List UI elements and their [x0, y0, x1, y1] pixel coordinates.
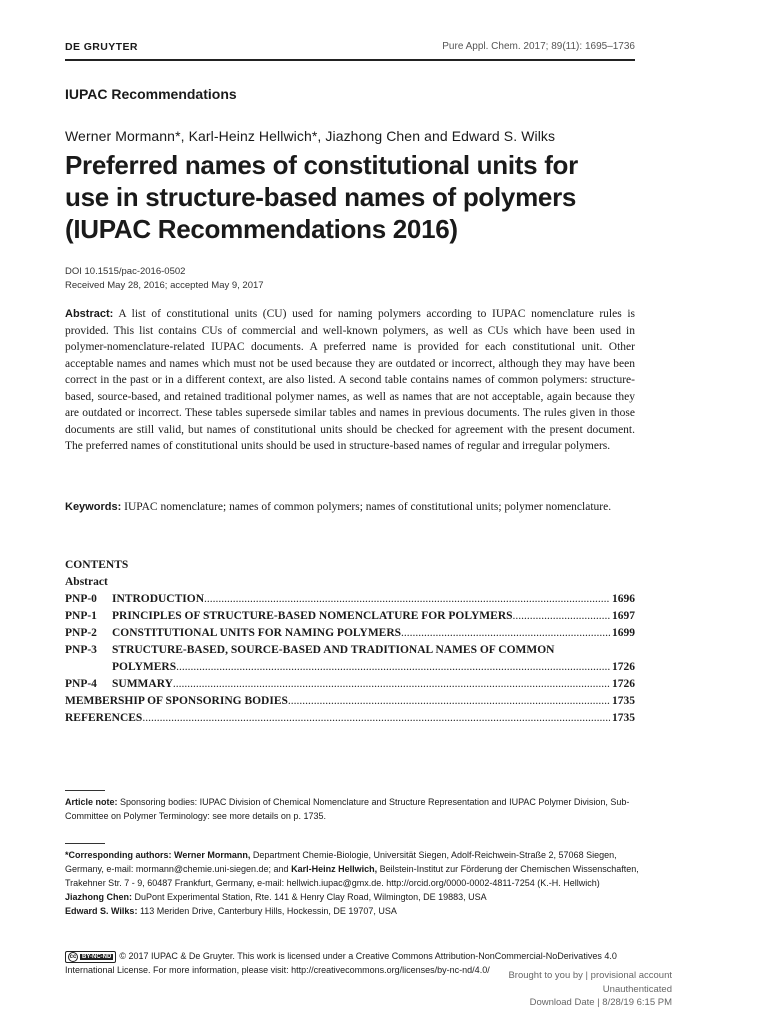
publisher-name: DE GRUYTER	[65, 41, 138, 53]
toc-text: CONSTITUTIONAL UNITS FOR NAMING POLYMERS	[112, 627, 402, 639]
author3-affiliation: DuPont Experimental Station, Rte. 141 & Henry Clay Road, Wilmington, DE 19883, USA	[134, 892, 487, 902]
toc-leader	[176, 659, 610, 676]
abstract-text: A list of constitutional units (CU) used for naming polymers according to IUPAC nomenclature rules is provided. This list contains CUs of commercial and well-known polymers, as well as CUs which have been used in polymer-nomenclature-related IUPAC documents. A preferred name is provided for each constitutional unit. Other acceptable names and names which must not be used because they are outdated or incorrect, although they may have been correct in the past or in a different context, are also listed. A second table contains names of common polymers: structure-based, source-based, and retained traditional polymer names, as well as names that are not acceptable, again because they are outdated or incorrect. These tables supersede similar tables and names in previous documents. The rules given in those documents are still valid, but names of constitutional units should be checked for agreement with the present document. The preferred names of constitutional units should be used in structure-based names of regular and irregular polymers.	[65, 308, 635, 452]
corresponding-label: *Corresponding authors:	[65, 850, 172, 860]
toc-leader	[204, 591, 610, 608]
abstract-label: Abstract:	[65, 308, 114, 320]
toc-entry-pnp2[interactable]	[65, 625, 635, 642]
toc-entry-pnp1[interactable]	[65, 608, 635, 625]
toc-entry-pnp4[interactable]	[65, 676, 635, 693]
toc-page: 1697	[612, 610, 635, 622]
toc-code: PNP-4	[65, 678, 97, 690]
toc-code: PNP-3	[65, 644, 97, 656]
author-list: Werner Mormann*, Karl-Heinz Hellwich*, Jiazhong Chen and Edward S. Wilks	[65, 128, 556, 144]
cc-license-badge[interactable]	[65, 951, 116, 963]
author2-name: Karl-Heinz Hellwich,	[291, 864, 378, 874]
article-note-label: Article note:	[65, 797, 118, 807]
toc-page: 1735	[612, 712, 635, 724]
author3-name: Jiazhong Chen:	[65, 892, 132, 902]
article-note	[65, 795, 635, 823]
toc-text: MEMBERSHIP OF SPONSORING BODIES	[65, 695, 288, 707]
toc-code: PNP-0	[65, 593, 97, 605]
doi[interactable]: DOI 10.1515/pac-2016-0502	[65, 266, 186, 277]
footnote-rule	[65, 843, 105, 844]
corresponding-authors	[65, 848, 645, 918]
toc-code: PNP-1	[65, 610, 97, 622]
toc-page: 1696	[612, 593, 635, 605]
author4-affiliation: 113 Meriden Drive, Canterbury Hills, Hockessin, DE 19707, USA	[139, 906, 397, 916]
author4-name: Edward S. Wilks:	[65, 906, 138, 916]
header-rule	[65, 59, 635, 61]
section-label: IUPAC Recommendations	[65, 86, 237, 102]
received-dates: Received May 28, 2016; accepted May 9, 2017	[65, 280, 264, 291]
author1-affiliation: Department Chemie-Biologie, Universität Siegen, Adolf-Reichwein-Straße 2, 57068 Siegen, Germany, e-mail: mormann@chemie.uni-siegen.de; and	[65, 850, 617, 874]
title-line-1: Preferred names of constitutional units for	[65, 150, 578, 180]
toc-page: 1726	[612, 678, 635, 690]
toc-leader	[288, 693, 610, 710]
table-of-contents	[65, 557, 635, 727]
download-watermark	[508, 969, 672, 1010]
abstract	[65, 306, 635, 455]
contents-abstract[interactable]: Abstract	[65, 576, 108, 588]
author1-name: Werner Mormann,	[174, 850, 251, 860]
toc-page: 1699	[612, 627, 635, 639]
watermark-line-3: Download Date | 8/28/19 6:15 PM	[529, 997, 672, 1008]
toc-leader	[173, 676, 610, 693]
toc-text: SUMMARY	[112, 678, 173, 690]
title-line-3: (IUPAC Recommendations 2016)	[65, 214, 458, 244]
toc-text: PRINCIPLES OF STRUCTURE-BASED NOMENCLATURE FOR POLYMERS	[112, 610, 513, 622]
contents-title: CONTENTS	[65, 559, 129, 571]
toc-entry-pnp3-cont[interactable]	[65, 659, 635, 676]
toc-text: STRUCTURE-BASED, SOURCE-BASED AND TRADITIONAL NAMES OF COMMON	[112, 644, 555, 656]
article-meta	[65, 265, 264, 293]
toc-leader	[142, 710, 610, 727]
toc-text: REFERENCES	[65, 712, 143, 724]
footnote-rule	[65, 790, 105, 791]
keywords	[65, 499, 635, 516]
watermark-line-2: Unauthenticated	[602, 983, 672, 995]
article-note-text: Sponsoring bodies: IUPAC Division of Chemical Nomenclature and Structure Representation and IUPAC Polymer Division, Sub-Committee on Polymer Terminology: see more details on p. 1735.	[65, 797, 630, 821]
toc-leader	[401, 625, 610, 642]
paper-title	[65, 149, 665, 245]
keywords-label: Keywords:	[65, 501, 122, 513]
title-line-2: use in structure-based names of polymers	[65, 182, 577, 212]
toc-text: POLYMERS	[112, 661, 177, 673]
toc-entry-membership[interactable]	[65, 693, 635, 710]
toc-page: 1726	[612, 661, 635, 673]
toc-entry-pnp3[interactable]	[65, 642, 635, 659]
cc-badge-label: BY-NC-ND	[82, 953, 112, 960]
license-text: © 2017 IUPAC & De Gruyter. This work is licensed under a Creative Commons Attribution-NonCommercial-NoDerivatives 4.0 International License. For more information, please visit: http://creativecommons.org/licenses/by-nc-nd/4.0/	[65, 951, 617, 975]
toc-leader	[513, 608, 610, 625]
keywords-text: IUPAC nomenclature; names of common polymers; names of constitutional units; polymer nomenclature.	[124, 501, 612, 513]
toc-entry-pnp0[interactable]	[65, 591, 635, 608]
toc-entry-references[interactable]	[65, 710, 635, 727]
watermark-line-1: Brought to you by | provisional account	[508, 970, 672, 981]
toc-code: PNP-2	[65, 627, 97, 639]
journal-citation: Pure Appl. Chem. 2017; 89(11): 1695–1736	[442, 41, 635, 52]
author2-affiliation: Beilstein-Institut zur Förderung der Chemischen Wissenschaften, Trakehner Str. 7 - 9, 60487 Frankfurt, Germany, e-mail: hellwich.iupac@gmx.de. http://orcid.org/0000-0002-4811-7254 (K.-H. Hellwich)	[65, 864, 639, 888]
cc-icon: cc	[69, 953, 77, 960]
toc-text: INTRODUCTION	[112, 593, 205, 605]
toc-page: 1735	[612, 695, 635, 707]
